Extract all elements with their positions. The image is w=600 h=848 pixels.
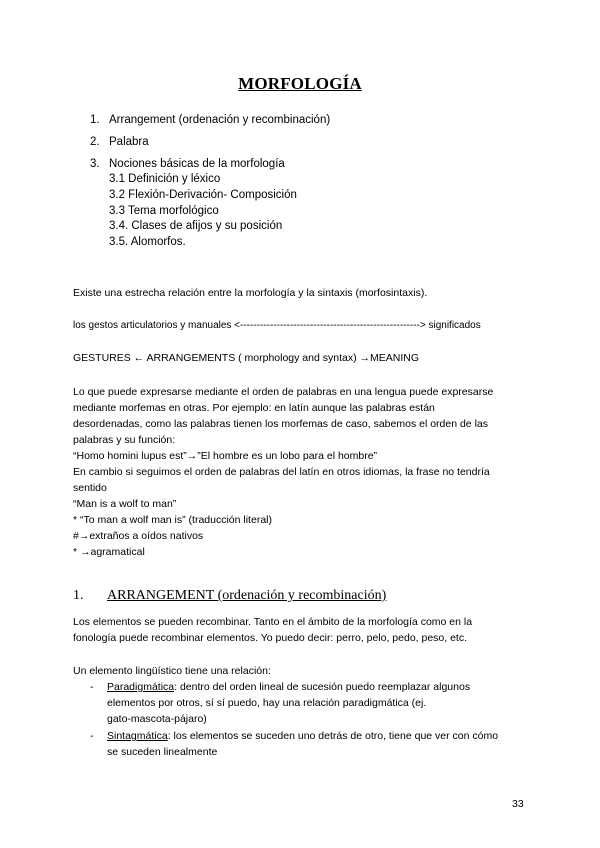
relation-paragraph: Existe una estrecha relación entre la morfología y la sintaxis (morfosintaxis).: [73, 287, 428, 299]
gestures-line: los gestos articulatorios y manuales <------------------------------------------------------> significados: [73, 320, 481, 331]
toc-item-number: 2.: [90, 136, 100, 148]
paragraph-line: * “To man a wolf man is” (traducción literal): [73, 514, 272, 526]
page-number: 33: [512, 798, 524, 810]
section-heading: [73, 588, 386, 604]
section-number: 1.: [73, 588, 84, 603]
paragraph-line: desordenadas, como las palabras tienen los morfemas de caso, sabemos el orden de las: [73, 418, 488, 430]
paragraph-line: “Homo homini lupus est”→”El hombre es un lobo para el hombre”: [73, 450, 378, 462]
relation-intro-line: Un elemento lingüístico tiene una relación:: [73, 665, 271, 677]
paragraph-line: Lo que puede expresarse mediante el orden de palabras en una lengua puede expresarse: [73, 386, 494, 398]
paragraph-line: mediante morfemas en otras. Por ejemplo: en latín aunque las palabras están: [73, 402, 435, 414]
paragraph-line: sentido: [73, 482, 107, 494]
toc-subitem: 3.5. Alomorfos.: [109, 236, 186, 249]
section-intro-paragraph: [73, 614, 543, 646]
toc-subitem: 3.4. Clases de afijos y su posición: [109, 220, 283, 233]
paragraph-line: #→extraños a oídos nativos: [73, 530, 204, 542]
bullet-term: Sintagmática: [107, 730, 168, 742]
bullet-text: gato-mascota-pájaro): [107, 713, 207, 725]
paragraph-line: palabras y su función:: [73, 434, 176, 446]
bullet-text: : dentro del orden lineal de sucesión puedo reemplazar algunos: [174, 681, 471, 693]
relation-bullet-list: [90, 679, 530, 761]
section-title: ARRANGEMENT (ordenación y recombinación): [107, 588, 387, 603]
toc-item-number: 1.: [90, 114, 100, 126]
toc-subitem: 3.2 Flexión-Derivación- Composición: [109, 188, 297, 201]
toc-item-label: Palabra: [109, 136, 149, 148]
bullet-text: : los elementos se suceden uno detrás de otro, tiene que ver con cómo: [167, 730, 499, 742]
bullet-dash: -: [90, 681, 94, 693]
toc-item: [90, 112, 330, 128]
toc-item: [90, 156, 330, 172]
list-item: [90, 728, 530, 760]
paragraph-line: Los elementos se pueden recombinar. Tanto en el ámbito de la morfología como en la: [73, 616, 473, 628]
toc-subitem: 3.3 Tema morfológico: [109, 204, 219, 217]
latin-example-paragraph: [73, 384, 543, 560]
table-of-contents: [90, 112, 330, 251]
paragraph-line: * →agramatical: [73, 546, 145, 558]
bullet-term: Paradigmática: [107, 681, 175, 693]
toc-item-label: Nociones básicas de la morfología: [109, 158, 285, 170]
bullet-text: elementos por otros, sí sí puedo, hay una relación paradigmática (ej.: [107, 697, 427, 709]
toc-subitem: 3.1 Definición y léxico: [109, 173, 221, 185]
bullet-dash: -: [90, 730, 94, 742]
gestures-english-line: GESTURES ← ARRANGEMENTS ( morphology and syntax) →MEANING: [73, 352, 420, 364]
paragraph-line: “Man is a wolf to man”: [73, 498, 177, 510]
paragraph-line: fonología puede recombinar elementos. Yo puedo decir: perro, pelo, pedo, peso, etc.: [73, 632, 468, 644]
bullet-text: se suceden linealmente: [107, 746, 218, 758]
paragraph-line: En cambio si seguimos el orden de palabras del latín en otros idiomas, la frase no tendría: [73, 466, 490, 478]
list-item: [90, 679, 530, 727]
toc-item-number: 3.: [90, 158, 100, 170]
page-title: MORFOLOGÍA: [238, 74, 362, 93]
toc-item: [90, 134, 330, 150]
toc-item-label: Arrangement (ordenación y recombinación): [109, 114, 331, 126]
